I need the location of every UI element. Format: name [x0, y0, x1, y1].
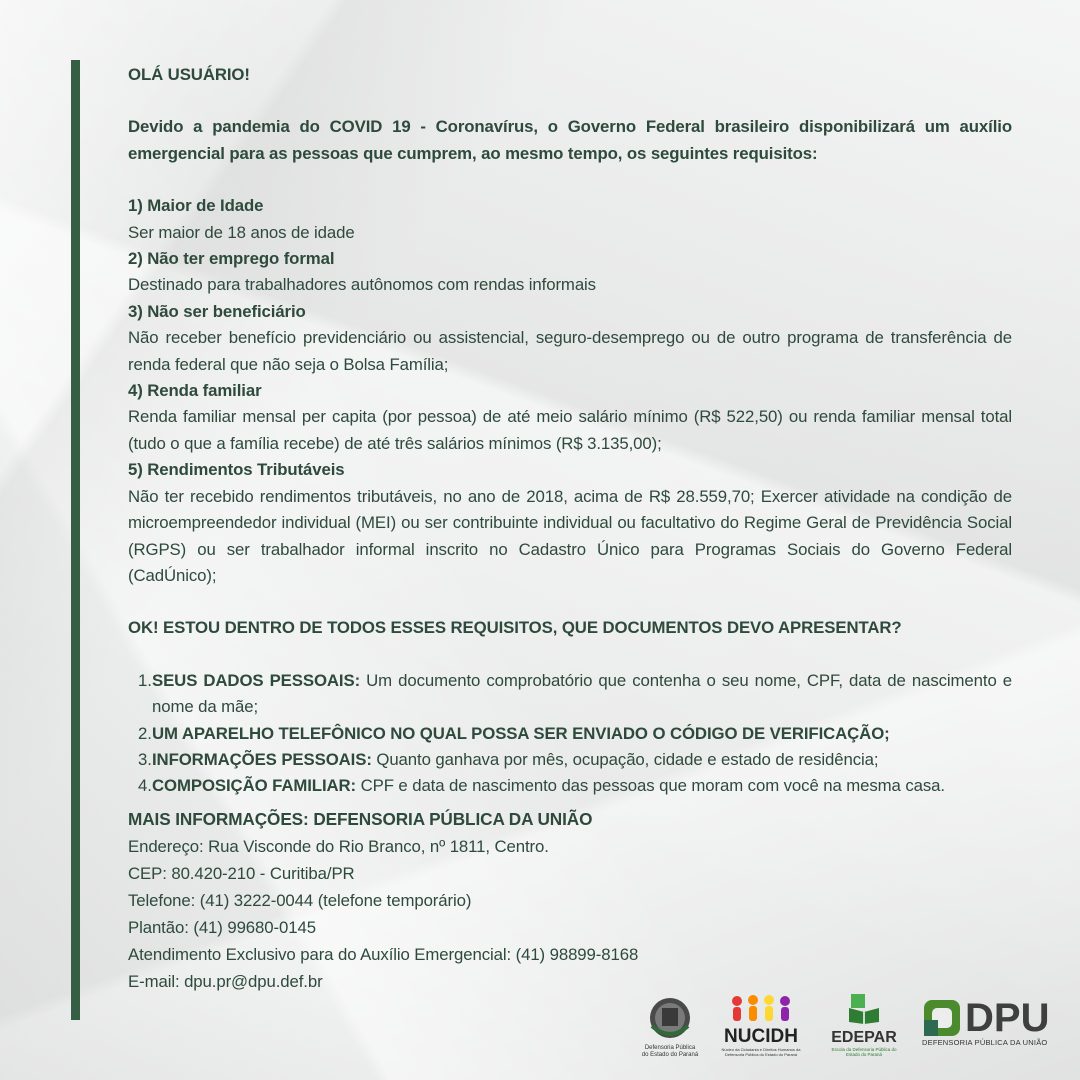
requirement-text: Renda familiar mensal per capita (por pessoa) de até meio salário mínimo (R$ 522,50) ou renda familiar mensal total (tudo o que a família recebe) de até três salários mínimos (R$ 3.135,00);: [128, 407, 1012, 453]
item-title: COMPOSIÇÃO FAMILIAR:: [152, 776, 357, 796]
requirement-text: Destinado para trabalhadores autônomos com rendas informais: [128, 275, 596, 295]
documents-question: OK! ESTOU DENTRO DE TODOS ESSES REQUISITOS, QUE DOCUMENTOS DEVO APRESENTAR?: [128, 618, 902, 638]
contact-phone: Telefone: (41) 3222-0044 (telefone temporário): [128, 890, 472, 910]
edepar-sub: Escola da Defensoria Pública do Estado do Paraná: [831, 1047, 897, 1057]
seal-icon: [644, 996, 696, 1040]
nucidh-sub: Núcleo da Cidadania e Direitos Humanos da Defensoria Pública do Estado do Paraná: [721, 1047, 801, 1057]
requirement-title: 1) Maior de Idade: [128, 196, 264, 216]
contact-plantao: Plantão: (41) 99680-0145: [128, 917, 316, 937]
nucidh-name: NUCIDH: [724, 1026, 798, 1047]
item-text: Um documento comprobatório que contenha o seu nome, CPF, data de nascimento e nome da mãe;: [152, 670, 1012, 717]
requirement-title: 4) Renda familiar: [128, 381, 262, 401]
contact-heading: MAIS INFORMAÇÕES: DEFENSORIA PÚBLICA DA UNIÃO: [128, 808, 593, 829]
dpu-emblem-icon: [922, 998, 962, 1038]
item-title: UM APARELHO TELEFÔNICO NO QUAL POSSA SER ENVIADO O CÓDIGO DE VERIFICAÇÃO;: [152, 723, 890, 743]
intro-text: Devido a pandemia do COVID 19 - Coronavírus, o Governo Federal brasileiro disponibilizará um auxílio emergencial para as pessoas que cumprem, ao mesmo tempo, os seguintes requisitos:: [128, 117, 1012, 163]
requirement-title: 2) Não ter emprego formal: [128, 249, 335, 269]
people-icon: [729, 994, 793, 1022]
book-icon: [847, 994, 881, 1024]
edepar-logo: [824, 994, 904, 1057]
list-item: [128, 668, 1012, 721]
requirement-title: 3) Não ser beneficiário: [128, 301, 306, 321]
item-title: SEUS DADOS PESSOAIS:: [152, 670, 361, 690]
requirement-text: Não receber benefício previdenciário ou assistencial, seguro-desemprego ou de outro programa de transferência de renda federal que não seja o Bolsa Família;: [128, 328, 1012, 374]
requirement-text: Não ter recebido rendimentos tributáveis, no ano de 2018, acima de R$ 28.559,70; Exercer atividade na condição de microempreendedor individual (MEI) ou ser contribuinte individual ou facultativo do Regime Geral de Previdência Social (RGPS) ou ser trabalhador informal inscrito no Cadastro Único para Programas Sociais do Governo Federal (CadÚnico);: [128, 486, 1012, 585]
greeting: OLÁ USUÁRIO!: [128, 65, 250, 84]
left-accent-bar: [71, 60, 80, 1020]
dpu-sub: DEFENSORIA PÚBLICA DA UNIÃO: [922, 1038, 1048, 1047]
list-item: [128, 773, 1012, 799]
main-content: [128, 62, 1012, 995]
partner-logos: [630, 990, 1070, 1075]
item-number: 3.: [138, 749, 152, 769]
dpu-logo: [922, 998, 1064, 1048]
requirement-text: Ser maior de 18 anos de idade: [128, 222, 355, 242]
documents-list: [128, 668, 1012, 800]
nucidh-logo: [714, 994, 808, 1057]
requirements-list: [128, 193, 1012, 589]
edepar-name: EDEPAR: [831, 1029, 897, 1046]
dpe-line1: Defensoria Pública: [644, 1045, 696, 1051]
item-number: 4.: [138, 776, 152, 796]
contact-auxilio: Atendimento Exclusivo para do Auxílio Emergencial: (41) 98899-8168: [128, 944, 639, 964]
contact-info: [128, 806, 1012, 995]
contact-cep: CEP: 80.420-210 - Curitiba/PR: [128, 863, 355, 883]
contact-email: E-mail: dpu.pr@dpu.def.br: [128, 971, 323, 991]
list-item: [128, 721, 1012, 747]
item-text: Quanto ganhava por mês, ocupação, cidade e estado de residência;: [371, 749, 879, 769]
list-item: [128, 747, 1012, 773]
item-number: 1.: [138, 670, 152, 690]
item-title: INFORMAÇÕES PESSOAIS:: [152, 749, 372, 769]
dpe-logo: [630, 996, 710, 1059]
item-number: 2.: [138, 723, 152, 743]
item-text: CPF e data de nascimento das pessoas que moram com você na mesma casa.: [356, 776, 945, 796]
requirement-title: 5) Rendimentos Tributáveis: [128, 460, 345, 480]
dpu-name: DPU: [965, 996, 1050, 1040]
dpe-line2: do Estado do Paraná: [641, 1052, 699, 1058]
contact-address: Endereço: Rua Visconde do Rio Branco, nº 1811, Centro.: [128, 836, 549, 856]
